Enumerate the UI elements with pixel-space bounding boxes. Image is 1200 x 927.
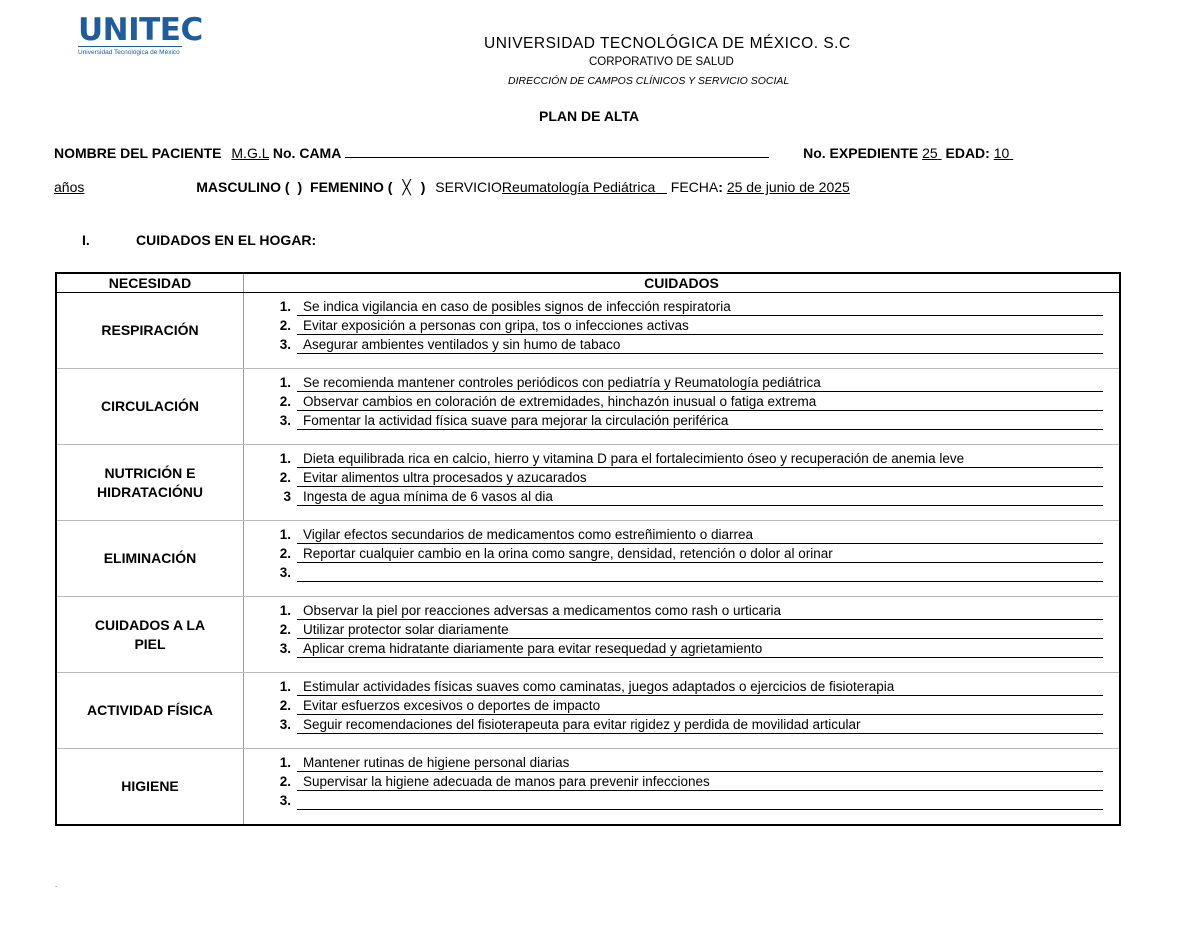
care-item <box>244 488 1119 507</box>
care-item-text: Dieta equilibrada rica en calcio, hierro y vitamina D para el fortalecimiento óseo y recuperación de anemia leve <box>297 450 1103 468</box>
care-item <box>244 450 1119 469</box>
age-pad <box>1009 145 1013 161</box>
care-item-number: 3. <box>279 793 291 808</box>
corporate-name: CORPORATIVO DE SALUD <box>589 56 734 68</box>
care-item-number: 2. <box>279 698 291 713</box>
female-label: FEMENINO ( <box>310 179 393 195</box>
need-cell <box>56 369 244 445</box>
care-item-number: 3 <box>283 489 291 504</box>
need-cell <box>56 673 244 749</box>
need-cell <box>56 521 244 597</box>
female-check-mark: ╳ <box>402 179 411 195</box>
care-item-text: Vigilar efectos secundarios de medicamentos como estreñimiento o diarrea <box>297 526 1103 544</box>
care-item-text <box>297 564 1103 582</box>
female-close: ) <box>420 179 426 195</box>
header-care: CUIDADOS <box>244 273 1121 293</box>
male-label: MASCULINO ( <box>196 179 290 195</box>
section-title: CUIDADOS EN EL HOGAR: <box>136 232 317 248</box>
care-item-text: Evitar alimentos ultra procesados y azucarados <box>297 469 1103 487</box>
need-cell <box>56 445 244 521</box>
patient-name-value: M.G.L <box>231 145 269 161</box>
service-label: SERVICIO <box>435 179 502 195</box>
care-cell <box>244 369 1121 445</box>
care-item-text: Evitar exposición a personas con gripa, tos o infecciones activas <box>297 317 1103 335</box>
care-item-number: 3. <box>279 565 291 580</box>
table-row <box>56 597 1120 673</box>
age-label: EDAD: <box>945 145 990 161</box>
table-row <box>56 369 1120 445</box>
care-item-text: Aplicar crema hidratante diariamente para evitar resequedad y agrietamiento <box>297 640 1103 658</box>
need-cell <box>56 293 244 369</box>
section-number: I. <box>82 232 90 248</box>
date-colon: : <box>718 179 723 195</box>
care-item <box>244 792 1119 811</box>
age-value: 10 <box>993 145 1010 161</box>
care-item-number: 1. <box>279 451 291 466</box>
care-item-text: Se indica vigilancia en caso de posibles signos de infección respiratoria <box>297 298 1103 316</box>
need-label: CUIDADOS A LA <box>94 616 206 633</box>
age-unit: años <box>54 179 85 195</box>
care-item-number: 3. <box>279 337 291 352</box>
care-item <box>244 469 1119 488</box>
care-item-text: Reportar cualquier cambio en la orina como sangre, densidad, retención o dolor al orinar <box>297 545 1103 563</box>
patient-line-1 <box>54 145 1013 161</box>
care-item-number: 1. <box>279 679 291 694</box>
need-cell <box>56 597 244 673</box>
care-item-text: Evitar esfuerzos excesivos o deportes de impacto <box>297 697 1103 715</box>
service-value: Reumatología Pediátrica <box>501 179 656 195</box>
unitec-logo <box>78 12 203 58</box>
care-item-text: Mantener rutinas de higiene personal diarias <box>297 754 1103 772</box>
care-item <box>244 773 1119 792</box>
care-item-text: Supervisar la higiene adecuada de manos para prevenir infecciones <box>297 773 1103 791</box>
logo-subtitle: Universidad Tecnológica de México <box>78 46 182 58</box>
care-item <box>244 640 1119 659</box>
footer-dot: . <box>55 880 58 889</box>
care-item-number: 3. <box>279 717 291 732</box>
patient-line-2 <box>54 179 850 196</box>
care-cell <box>244 749 1121 826</box>
care-item-text: Utilizar protector solar diariamente <box>297 621 1103 639</box>
care-item-number: 2. <box>279 546 291 561</box>
care-cell <box>244 673 1121 749</box>
need-label: HIDRATACIÓNU <box>96 483 204 500</box>
care-item <box>244 621 1119 640</box>
service-pad <box>655 179 667 195</box>
care-item <box>244 412 1119 431</box>
care-item-number: 3. <box>279 641 291 656</box>
care-item-text: Asegurar ambientes ventilados y sin humo de tabaco <box>297 336 1103 354</box>
table-row <box>56 445 1120 521</box>
care-item <box>244 602 1119 621</box>
care-item-number: 2. <box>279 622 291 637</box>
need-label: CIRCULACIÓN <box>101 398 199 414</box>
care-item-text: Se recomienda mantener controles periódicos con pediatría y Reumatología pediátrica <box>297 374 1103 392</box>
care-item <box>244 526 1119 545</box>
care-item-text: Observar la piel por reacciones adversas a medicamentos como rash o urticaria <box>297 602 1103 620</box>
care-item <box>244 754 1119 773</box>
care-item <box>244 374 1119 393</box>
header-need: NECESIDAD <box>56 273 244 293</box>
care-item-number: 1. <box>279 375 291 390</box>
table-row <box>56 673 1120 749</box>
care-cell <box>244 521 1121 597</box>
record-pad <box>938 145 942 161</box>
section-heading <box>82 232 316 248</box>
institution-name: UNIVERSIDAD TECNOLÓGICA DE MÉXICO. S.C <box>484 35 851 52</box>
care-item-number: 1. <box>279 755 291 770</box>
care-item <box>244 545 1119 564</box>
care-item-number: 1. <box>279 299 291 314</box>
need-label: RESPIRACIÓN <box>101 322 199 338</box>
care-item-number: 2. <box>279 394 291 409</box>
care-item-number: 1. <box>279 603 291 618</box>
bed-label: No. CAMA <box>272 145 342 161</box>
care-item-number: 2. <box>279 470 291 485</box>
care-table <box>55 272 1121 826</box>
care-item <box>244 564 1119 583</box>
record-label: No. EXPEDIENTE <box>803 145 919 161</box>
care-item-text: Fomentar la actividad física suave para mejorar la circulación periférica <box>297 412 1103 430</box>
need-label: ELIMINACIÓN <box>103 550 197 566</box>
care-item-number: 2. <box>279 774 291 789</box>
care-item-text: Seguir recomendaciones del fisioterapeuta para evitar rigidez y perdida de movilidad articular <box>297 716 1103 734</box>
need-label: NUTRICIÓN E <box>104 464 196 481</box>
date-value: 25 de junio de 2025 <box>726 179 850 195</box>
care-item <box>244 298 1119 317</box>
male-close: ) <box>297 179 303 195</box>
record-value: 25 <box>922 145 938 161</box>
care-item <box>244 697 1119 716</box>
care-item-text: Estimular actividades físicas suaves como caminatas, juegos adaptados o ejercicios de fisioterapia <box>297 678 1103 696</box>
need-label: HIGIENE <box>121 778 179 794</box>
patient-name-label: NOMBRE DEL PACIENTE <box>54 145 222 161</box>
direction-name: DIRECCIÓN DE CAMPOS CLÍNICOS Y SERVICIO SOCIAL <box>508 75 790 87</box>
document-title: PLAN DE ALTA <box>539 108 640 124</box>
care-item <box>244 393 1119 412</box>
logo-word: UNITEC <box>78 12 203 48</box>
care-item-number: 2. <box>279 318 291 333</box>
care-item <box>244 678 1119 697</box>
care-cell <box>244 293 1121 369</box>
care-item-text: Observar cambios en coloración de extremidades, hinchazón inusual o fatiga extrema <box>297 393 1103 411</box>
need-label: PIEL <box>134 635 166 652</box>
care-table-body <box>56 293 1120 826</box>
table-row <box>56 521 1120 597</box>
care-item <box>244 336 1119 355</box>
table-row <box>56 749 1120 826</box>
care-item-number: 3. <box>279 413 291 428</box>
care-cell <box>244 445 1121 521</box>
care-item-text <box>297 792 1103 810</box>
need-cell <box>56 749 244 826</box>
need-label: ACTIVIDAD FÍSICA <box>87 702 213 718</box>
care-item-number: 1. <box>279 527 291 542</box>
care-item <box>244 716 1119 735</box>
date-label: FECHA <box>670 179 719 195</box>
table-row <box>56 293 1120 369</box>
care-item-text: Ingesta de agua mínima de 6 vasos al dia <box>297 488 1103 506</box>
care-item <box>244 317 1119 336</box>
bed-field <box>345 145 769 158</box>
care-cell <box>244 597 1121 673</box>
